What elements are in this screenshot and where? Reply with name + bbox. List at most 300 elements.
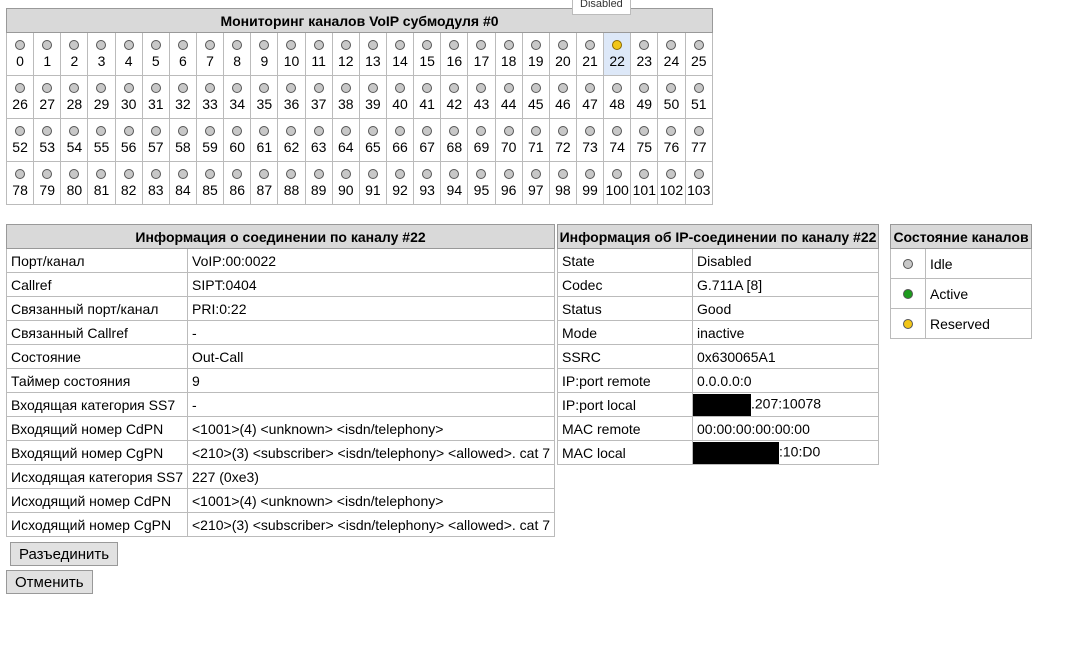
channel-cell[interactable]: [386, 76, 413, 119]
channel-number: 37: [310, 96, 327, 112]
channel-states-title: Состояние каналов: [891, 225, 1032, 249]
channel-number: 90: [337, 182, 354, 198]
grey-dot-icon: [612, 126, 622, 136]
row-value: -: [188, 321, 555, 345]
channel-cell[interactable]: [685, 162, 712, 205]
channel-number: 98: [555, 182, 571, 198]
grey-dot-icon: [69, 83, 79, 93]
channel-cell[interactable]: [224, 33, 251, 76]
channel-cell[interactable]: [576, 76, 603, 119]
table-row: [558, 297, 879, 321]
channel-number: 100: [605, 182, 629, 198]
table-row: [558, 369, 879, 393]
channel-number: 22: [609, 53, 625, 69]
channel-cell[interactable]: [7, 162, 34, 205]
channel-cell[interactable]: [115, 162, 142, 205]
channel-cell[interactable]: [576, 119, 603, 162]
channel-cell[interactable]: [685, 119, 712, 162]
channel-number: 21: [582, 53, 598, 69]
grey-dot-icon: [422, 126, 432, 136]
grey-dot-icon: [286, 169, 296, 179]
channel-cell[interactable]: [468, 162, 495, 205]
row-label: Входящий номер CdPN: [7, 417, 188, 441]
channel-cell[interactable]: [88, 162, 115, 205]
grey-dot-icon: [96, 169, 106, 179]
row-value: [693, 441, 879, 465]
grey-dot-icon: [42, 169, 52, 179]
channel-number: 55: [93, 139, 110, 155]
channel-number: 84: [175, 182, 191, 198]
channel-number: 6: [179, 53, 187, 69]
channel-cell[interactable]: [414, 162, 441, 205]
table-row: [7, 249, 555, 273]
row-value: 9: [188, 369, 555, 393]
grey-dot-icon: [314, 83, 324, 93]
channel-cell[interactable]: [332, 162, 359, 205]
channel-cell[interactable]: [549, 33, 576, 76]
grey-dot-icon: [151, 83, 161, 93]
legend-label: Idle: [926, 249, 1032, 279]
channel-cell[interactable]: [305, 33, 332, 76]
channel-cell[interactable]: [142, 76, 169, 119]
table-row: [7, 273, 555, 297]
channel-number: 97: [527, 182, 544, 198]
grey-dot-icon: [395, 83, 405, 93]
channel-number: 27: [39, 96, 55, 112]
channel-number: 85: [202, 182, 218, 198]
grey-dot-icon: [639, 40, 649, 50]
channel-cell[interactable]: [7, 33, 34, 76]
channel-cell[interactable]: [251, 119, 278, 162]
channel-cell[interactable]: [359, 162, 386, 205]
row-value-text: .207:10078: [751, 395, 822, 412]
row-value: <210>(3) <subscriber> <isdn/telephony> <allowed>. cat 7: [188, 513, 555, 537]
channel-number: 61: [256, 139, 273, 155]
channel-cell[interactable]: [196, 162, 223, 205]
channel-cell[interactable]: [441, 33, 468, 76]
channel-cell[interactable]: [196, 119, 223, 162]
grey-dot-icon: [15, 40, 25, 50]
table-row: [7, 297, 555, 321]
legend-label: Active: [926, 279, 1032, 309]
channel-number: 11: [311, 53, 326, 69]
channel-cell[interactable]: [658, 76, 685, 119]
grey-dot-icon: [368, 83, 378, 93]
channel-cell[interactable]: [386, 119, 413, 162]
channel-number: 72: [555, 139, 571, 155]
channel-number: 48: [609, 96, 625, 112]
grey-dot-icon: [286, 40, 296, 50]
channel-cell[interactable]: [169, 162, 196, 205]
grey-dot-icon: [69, 169, 79, 179]
grey-dot-icon: [666, 40, 676, 50]
row-value: <1001>(4) <unknown> <isdn/telephony>: [188, 489, 555, 513]
channel-number: 35: [256, 96, 273, 112]
channel-cell[interactable]: [549, 119, 576, 162]
channel-cell[interactable]: [278, 119, 305, 162]
channel-cell[interactable]: [468, 33, 495, 76]
grey-dot-icon: [124, 83, 134, 93]
grey-dot-icon: [259, 83, 269, 93]
channel-number: 40: [392, 96, 408, 112]
grey-dot-icon: [341, 126, 351, 136]
channel-cell[interactable]: [332, 119, 359, 162]
channel-number: 26: [12, 96, 28, 112]
grey-dot-icon: [476, 40, 486, 50]
channel-number: 96: [500, 182, 517, 198]
channel-cell[interactable]: [34, 162, 61, 205]
channel-number: 39: [365, 96, 381, 112]
channel-cell[interactable]: [414, 76, 441, 119]
channel-cell[interactable]: [549, 76, 576, 119]
channel-cell[interactable]: [169, 119, 196, 162]
grey-dot-icon: [531, 169, 541, 179]
grey-dot-icon: [558, 126, 568, 136]
channel-cell[interactable]: [251, 162, 278, 205]
row-label: Status: [558, 297, 693, 321]
channel-number: 36: [283, 96, 300, 112]
row-value: <210>(3) <subscriber> <isdn/telephony> <allowed>. cat 7: [188, 441, 555, 465]
channel-number: 94: [446, 182, 463, 198]
grey-dot-icon: [205, 169, 215, 179]
channel-cell[interactable]: [441, 162, 468, 205]
table-row: [558, 393, 879, 417]
channel-cell[interactable]: [359, 33, 386, 76]
channel-cell[interactable]: [61, 119, 88, 162]
grey-dot-icon: [585, 40, 595, 50]
channel-cell[interactable]: [549, 162, 576, 205]
channel-number: 1: [43, 53, 52, 69]
channel-number: 67: [419, 139, 435, 155]
channel-cell[interactable]: [441, 119, 468, 162]
channel-cell[interactable]: [495, 119, 522, 162]
grey-dot-icon: [341, 169, 351, 179]
channel-number: 75: [636, 139, 653, 155]
channel-cell[interactable]: [495, 33, 522, 76]
channel-number: 47: [582, 96, 598, 112]
grey-dot-icon: [259, 169, 269, 179]
channel-number: 8: [233, 53, 242, 69]
channel-number: 53: [39, 139, 55, 155]
table-row: [558, 249, 879, 273]
channel-cell[interactable]: [631, 119, 658, 162]
channel-cell[interactable]: [224, 119, 251, 162]
channel-cell[interactable]: [576, 162, 603, 205]
grey-dot-icon: [69, 126, 79, 136]
channel-number: 58: [175, 139, 191, 155]
channel-number: 79: [39, 182, 55, 198]
channel-cell[interactable]: [88, 119, 115, 162]
channel-number: 0: [16, 53, 24, 69]
channel-cell[interactable]: [251, 76, 278, 119]
grey-dot-icon: [531, 40, 541, 50]
grey-dot-icon: [96, 126, 106, 136]
channel-number: 23: [636, 53, 653, 69]
channel-cell[interactable]: [576, 33, 603, 76]
monitor-title: Мониторинг каналов VoIP субмодуля #0: [7, 9, 713, 33]
channel-cell[interactable]: [522, 33, 549, 76]
row-value: Good: [693, 297, 879, 321]
channel-cell[interactable]: [251, 33, 278, 76]
table-row: [558, 441, 879, 465]
connection-info-title: Информация о соединении по каналу #22: [7, 225, 555, 249]
channel-cell[interactable]: [359, 76, 386, 119]
row-label: Mode: [558, 321, 693, 345]
grey-dot-icon: [151, 169, 161, 179]
table-row: [7, 393, 555, 417]
channel-number: 32: [175, 96, 191, 112]
channel-cell[interactable]: [685, 76, 712, 119]
channel-number: 24: [663, 53, 680, 69]
channel-number: 60: [229, 139, 245, 155]
channel-cell[interactable]: [224, 76, 251, 119]
channel-number: 9: [260, 53, 269, 69]
legend-icon-cell: [891, 309, 926, 339]
grey-dot-icon: [368, 40, 378, 50]
ip-info-table: [557, 224, 879, 465]
channel-number: 42: [446, 96, 463, 112]
row-label: MAC remote: [558, 417, 693, 441]
grey-dot-icon: [96, 40, 106, 50]
channel-cell[interactable]: [468, 76, 495, 119]
table-row: [7, 321, 555, 345]
channel-cell[interactable]: [631, 162, 658, 205]
channel-number: 57: [147, 139, 164, 155]
grey-dot-icon: [42, 126, 52, 136]
grey-dot-icon: [341, 83, 351, 93]
channel-number: 52: [12, 139, 28, 155]
channel-cell[interactable]: [7, 76, 34, 119]
channel-cell[interactable]: [495, 76, 522, 119]
channel-number: 5: [151, 53, 160, 69]
channel-cell[interactable]: [332, 33, 359, 76]
channel-cell[interactable]: [332, 76, 359, 119]
grey-dot-icon: [585, 83, 595, 93]
grey-dot-icon: [449, 40, 459, 50]
table-row: [558, 321, 879, 345]
channel-cell[interactable]: [495, 162, 522, 205]
channel-number: 17: [473, 53, 490, 69]
channel-cell[interactable]: [522, 76, 549, 119]
channel-cell[interactable]: [468, 119, 495, 162]
grey-dot-icon: [531, 126, 541, 136]
grey-dot-icon: [124, 40, 134, 50]
channel-cell[interactable]: [441, 76, 468, 119]
grey-dot-icon: [205, 40, 215, 50]
channel-number: 64: [337, 139, 354, 155]
channel-number: 89: [310, 182, 327, 198]
grey-dot-icon: [666, 169, 676, 179]
grey-dot-icon: [476, 126, 486, 136]
grey-dot-icon: [178, 40, 188, 50]
grey-dot-icon: [124, 169, 134, 179]
channel-cell[interactable]: [685, 33, 712, 76]
channel-cell[interactable]: [305, 162, 332, 205]
channel-number: 2: [70, 53, 79, 69]
channel-number: 30: [120, 96, 137, 112]
channel-number: 34: [229, 96, 245, 112]
legend-icon-cell: [891, 249, 926, 279]
row-value: 0x630065A1: [693, 345, 879, 369]
grey-dot-icon: [558, 83, 568, 93]
channel-states-legend: [890, 224, 1032, 339]
grey-dot-icon: [504, 83, 514, 93]
row-label: IP:port remote: [558, 369, 693, 393]
channel-cell[interactable]: [115, 33, 142, 76]
channel-number: 86: [229, 182, 245, 198]
grey-dot-icon: [15, 126, 25, 136]
channel-cell[interactable]: [414, 119, 441, 162]
grey-dot-icon: [504, 169, 514, 179]
channel-cell[interactable]: [142, 162, 169, 205]
row-label: Callref: [7, 273, 188, 297]
channel-cell[interactable]: [278, 162, 305, 205]
channel-number: 88: [283, 182, 300, 198]
channel-cell[interactable]: [196, 33, 223, 76]
channel-cell[interactable]: [386, 33, 413, 76]
disconnect-button[interactable]: Разъединить: [10, 542, 118, 566]
channel-cell[interactable]: [278, 33, 305, 76]
channel-cell[interactable]: [631, 76, 658, 119]
cancel-button[interactable]: Отменить: [6, 570, 93, 594]
row-label: Исходящий номер CgPN: [7, 513, 188, 537]
row-label: Входящий номер CgPN: [7, 441, 188, 465]
channel-number: 31: [147, 96, 164, 112]
grey-dot-icon: [422, 40, 432, 50]
channel-number: 45: [527, 96, 544, 112]
channel-cell[interactable]: [196, 76, 223, 119]
grey-dot-icon: [694, 83, 704, 93]
channel-number: 12: [337, 53, 354, 69]
channel-monitor-table: [6, 8, 713, 205]
channel-number: 81: [93, 182, 110, 198]
channel-number: 74: [609, 139, 625, 155]
grey-dot-icon: [449, 83, 459, 93]
row-label: Входящая категория SS7: [7, 393, 188, 417]
grey-dot-icon: [639, 126, 649, 136]
grey-dot-icon: [694, 40, 704, 50]
channel-cell[interactable]: [34, 76, 61, 119]
channel-cell[interactable]: [359, 119, 386, 162]
channel-cell[interactable]: [61, 33, 88, 76]
channel-number: 91: [365, 182, 381, 198]
grey-dot-icon: [449, 169, 459, 179]
channel-number: 41: [419, 96, 435, 112]
row-value: Disabled: [693, 249, 879, 273]
channel-cell[interactable]: [414, 33, 441, 76]
channel-cell[interactable]: [658, 162, 685, 205]
channel-tooltip: Disabled: [572, 0, 631, 15]
grey-dot-icon: [151, 40, 161, 50]
channel-cell[interactable]: [658, 119, 685, 162]
legend-icon-cell: [891, 279, 926, 309]
channel-number: 80: [66, 182, 83, 198]
grey-dot-icon: [422, 169, 432, 179]
channel-number: 92: [392, 182, 408, 198]
channel-cell[interactable]: [604, 162, 631, 205]
channel-number: 71: [527, 139, 544, 155]
channel-cell[interactable]: [61, 162, 88, 205]
channel-cell[interactable]: [631, 33, 658, 76]
channel-cell[interactable]: [522, 162, 549, 205]
grey-dot-icon: [232, 83, 242, 93]
channel-number: 4: [124, 53, 133, 69]
channel-number: 103: [687, 182, 711, 198]
channel-cell[interactable]: [115, 76, 142, 119]
channel-cell[interactable]: [61, 76, 88, 119]
channel-number: 76: [663, 139, 680, 155]
channel-cell[interactable]: [658, 33, 685, 76]
channel-cell[interactable]: [604, 76, 631, 119]
channel-cell[interactable]: [386, 162, 413, 205]
channel-number: 29: [93, 96, 110, 112]
channel-cell[interactable]: [169, 33, 196, 76]
channel-cell[interactable]: [522, 119, 549, 162]
channel-number: 19: [527, 53, 544, 69]
channel-number: 7: [206, 53, 214, 69]
grey-dot-icon: [639, 169, 649, 179]
channel-cell[interactable]: [142, 33, 169, 76]
row-value-text: :10:D0: [779, 443, 821, 460]
channel-cell[interactable]: [278, 76, 305, 119]
grey-dot-icon: [531, 83, 541, 93]
table-row: [7, 441, 555, 465]
grey-dot-icon: [395, 40, 405, 50]
channel-number: 50: [663, 96, 680, 112]
row-label: Связанный Callref: [7, 321, 188, 345]
channel-cell[interactable]: [88, 33, 115, 76]
channel-number: 16: [446, 53, 463, 69]
channel-cell[interactable]: [88, 76, 115, 119]
grey-dot-icon: [314, 126, 324, 136]
grey-dot-icon: [151, 126, 161, 136]
channel-number: 10: [283, 53, 300, 69]
channel-cell[interactable]: [169, 76, 196, 119]
channel-number: 28: [66, 96, 83, 112]
grey-dot-icon: [639, 83, 649, 93]
channel-cell[interactable]: [115, 119, 142, 162]
grey-dot-icon: [15, 169, 25, 179]
channel-cell[interactable]: [224, 162, 251, 205]
channel-number: 44: [500, 96, 517, 112]
table-row: [558, 273, 879, 297]
grey-dot-icon: [205, 126, 215, 136]
channel-cell[interactable]: [34, 33, 61, 76]
channel-number: 102: [659, 182, 684, 198]
channel-cell[interactable]: [34, 119, 61, 162]
channel-cell[interactable]: [305, 119, 332, 162]
grey-dot-icon: [612, 83, 622, 93]
channel-cell[interactable]: [142, 119, 169, 162]
row-label: Исходящий номер CdPN: [7, 489, 188, 513]
channel-cell[interactable]: [604, 119, 631, 162]
channel-number: 63: [310, 139, 327, 155]
grey-dot-icon: [666, 126, 676, 136]
row-label: IP:port local: [558, 393, 693, 417]
channel-number: 15: [419, 53, 435, 69]
channel-number: 70: [500, 139, 517, 155]
channel-cell[interactable]: [305, 76, 332, 119]
channel-cell[interactable]: [7, 119, 34, 162]
grey-dot-icon: [178, 169, 188, 179]
redacted-block: [693, 394, 751, 416]
channel-number: 65: [365, 139, 381, 155]
row-label: State: [558, 249, 693, 273]
channel-cell[interactable]: [604, 33, 631, 76]
grey-dot-icon: [368, 169, 378, 179]
channel-number: 62: [283, 139, 300, 155]
grey-dot-icon: [694, 169, 704, 179]
